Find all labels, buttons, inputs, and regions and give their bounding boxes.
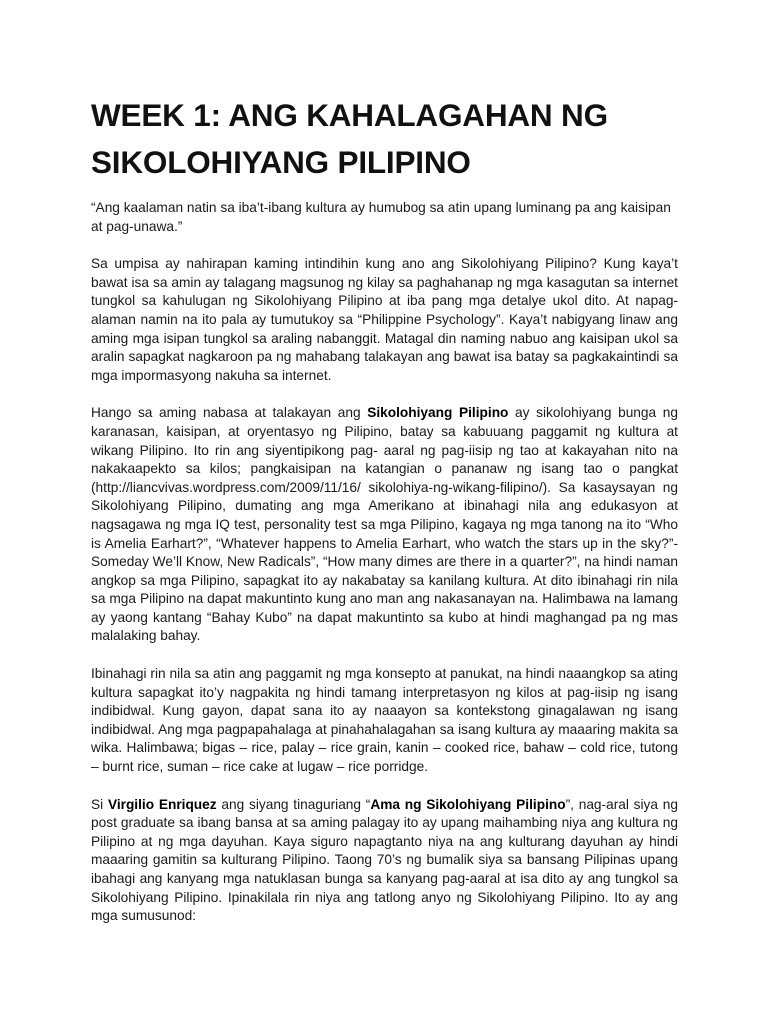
paragraph-concepts: Ibinahagi rin nila sa atin ang paggamit ng mga konsepto at panukat, na hindi naaangkop sa ating kultura sapagkat ito’y nagpakita ng hindi tamang interpretasyon ng kilos at pag-iisip ng isang indibidwal. Kung gayon, dapat sana ito ay naaayon sa kontekstong ginagalawan ng isang indibidwal. Ang mga pagpapahalaga at pinahahalagahan sa isang kultura ay maaaring makita sa wika. Halimbawa; bigas – rice, palay – rice grain, kanin – cooked rice, bahaw – cold rice, tutong – burnt rice, suman – rice cake at lugaw – rice porridge. bbox=[91, 666, 678, 775]
document-body bbox=[91, 92, 678, 945]
paragraph-definition bbox=[91, 404, 678, 646]
opening-quote: “Ang kaalaman natin sa iba’t-ibang kultura ay humubog sa atin upang luminang pa ang kaisipan at pag-unawa.” bbox=[91, 200, 671, 234]
paragraph-text: Hango sa aming nabasa at talakayan ang bbox=[91, 405, 368, 421]
paragraph-text: ”, nag-aral siya ng post graduate sa ibang bansa at sa aming palagay ito ay upang maihambing niya ang kultura ng Pilipino at ng mga dayuhan. Kaya siguro napagtanto niya na ang kulturang dayuhan ay hindi maaaring gamitin sa kulturang Pilipino. Taong 70’s ng bumalik siya sa bansang Pilipinas upang ibahagi ang kanyang mga natuklasan bunga sa kanyang pag-aaral at isa dito ay ang tungkol sa Sikolohiyang Pilipino. Ipinakilala rin niya ang tatlong anyo ng Sikolohiyang Pilipino. Ito ay ang mga sumusunod: bbox=[91, 796, 678, 924]
paragraph-enriquez bbox=[91, 796, 678, 926]
page-title: WEEK 1: ANG KAHALAGAHAN NG SIKOLOHIYANG PILIPINO bbox=[91, 97, 608, 180]
paragraph-intro: Sa umpisa ay nahirapan kaming intindihin kung ano ang Sikolohiyang Pilipino? Kung kaya’t bawat isa sa amin ay talagang magsunog ng kilay sa paghahanap ng mga kasagutan sa internet tungkol sa kahulugan ng Sikolohiyang Pilipino at iba pang mga detalye ukol dito. At napag-alaman namin na ito pala ay tumutukoy sa “Philippine Psychology”. Kaya’t nabigyang linaw ang aming mga isipan tungkol sa araling nabanggit. Matagal din naming nabuo ang kaisipan ukol sa aralin sapagkat nagkaroon pa ng mahabang talakayan ang bawat isa batay sa pagkakaintindi sa mga impormasyong nakuha sa internet. bbox=[91, 256, 678, 383]
bold-title-ama: Ama ng Sikolohiyang Pilipino bbox=[370, 796, 566, 812]
paragraph-text: ang siyang tinaguriang “ bbox=[216, 796, 371, 812]
bold-name-virgilio-enriquez: Virgilio Enriquez bbox=[107, 796, 217, 812]
paragraph-text: Si bbox=[91, 796, 108, 812]
paragraph-text: ay sikolohiyang bunga ng karanasan, kaisipan, at oryentasyo ng Pilipino, batay sa kabuuang paggamit ng kultura at wikang Pilipino. Ito rin ang siyentipikong pag- aaral ng pag-iisip ng tao at kakayahan nito na nakakaapekto sa kilos; pangkaisipan na katangian o pananaw ng isang tao o pangkat (http://liancvivas.wordpress.com/2009/11/16/ sikolohiya-ng-wikang-filipino/). Sa kasaysayan ng Sikolohiyang Pilipino, dumating ang mga Amerikano at ibinahagi nila ang edukasyon at nagsagawa ng mga IQ test, personality test sa mga Pilipino, kagaya ng mga tanong na ito “Who is Amelia Earhart?”, “Whatever happens to Amelia Earhart, who watch the stars up in the sky?”- Someday We’ll Know, New Radicals”, “How many dimes are there in a quarter?”, na hindi naman angkop sa mga Pilipino, sapagkat ito ay nakabatay sa kanilang kultura. At dito ibinahagi rin nila sa mga Pilipino na dapat makuntinto kung ano man ang nakasanayan na. Halimbawa na lamang ay yaong kantang “Bahay Kubo” na dapat makuntinto sa kubo at hindi maghangad pa ng mas malalaking bahay. bbox=[91, 405, 678, 644]
bold-term-sikolohiyang-pilipino: Sikolohiyang Pilipino bbox=[367, 405, 509, 421]
